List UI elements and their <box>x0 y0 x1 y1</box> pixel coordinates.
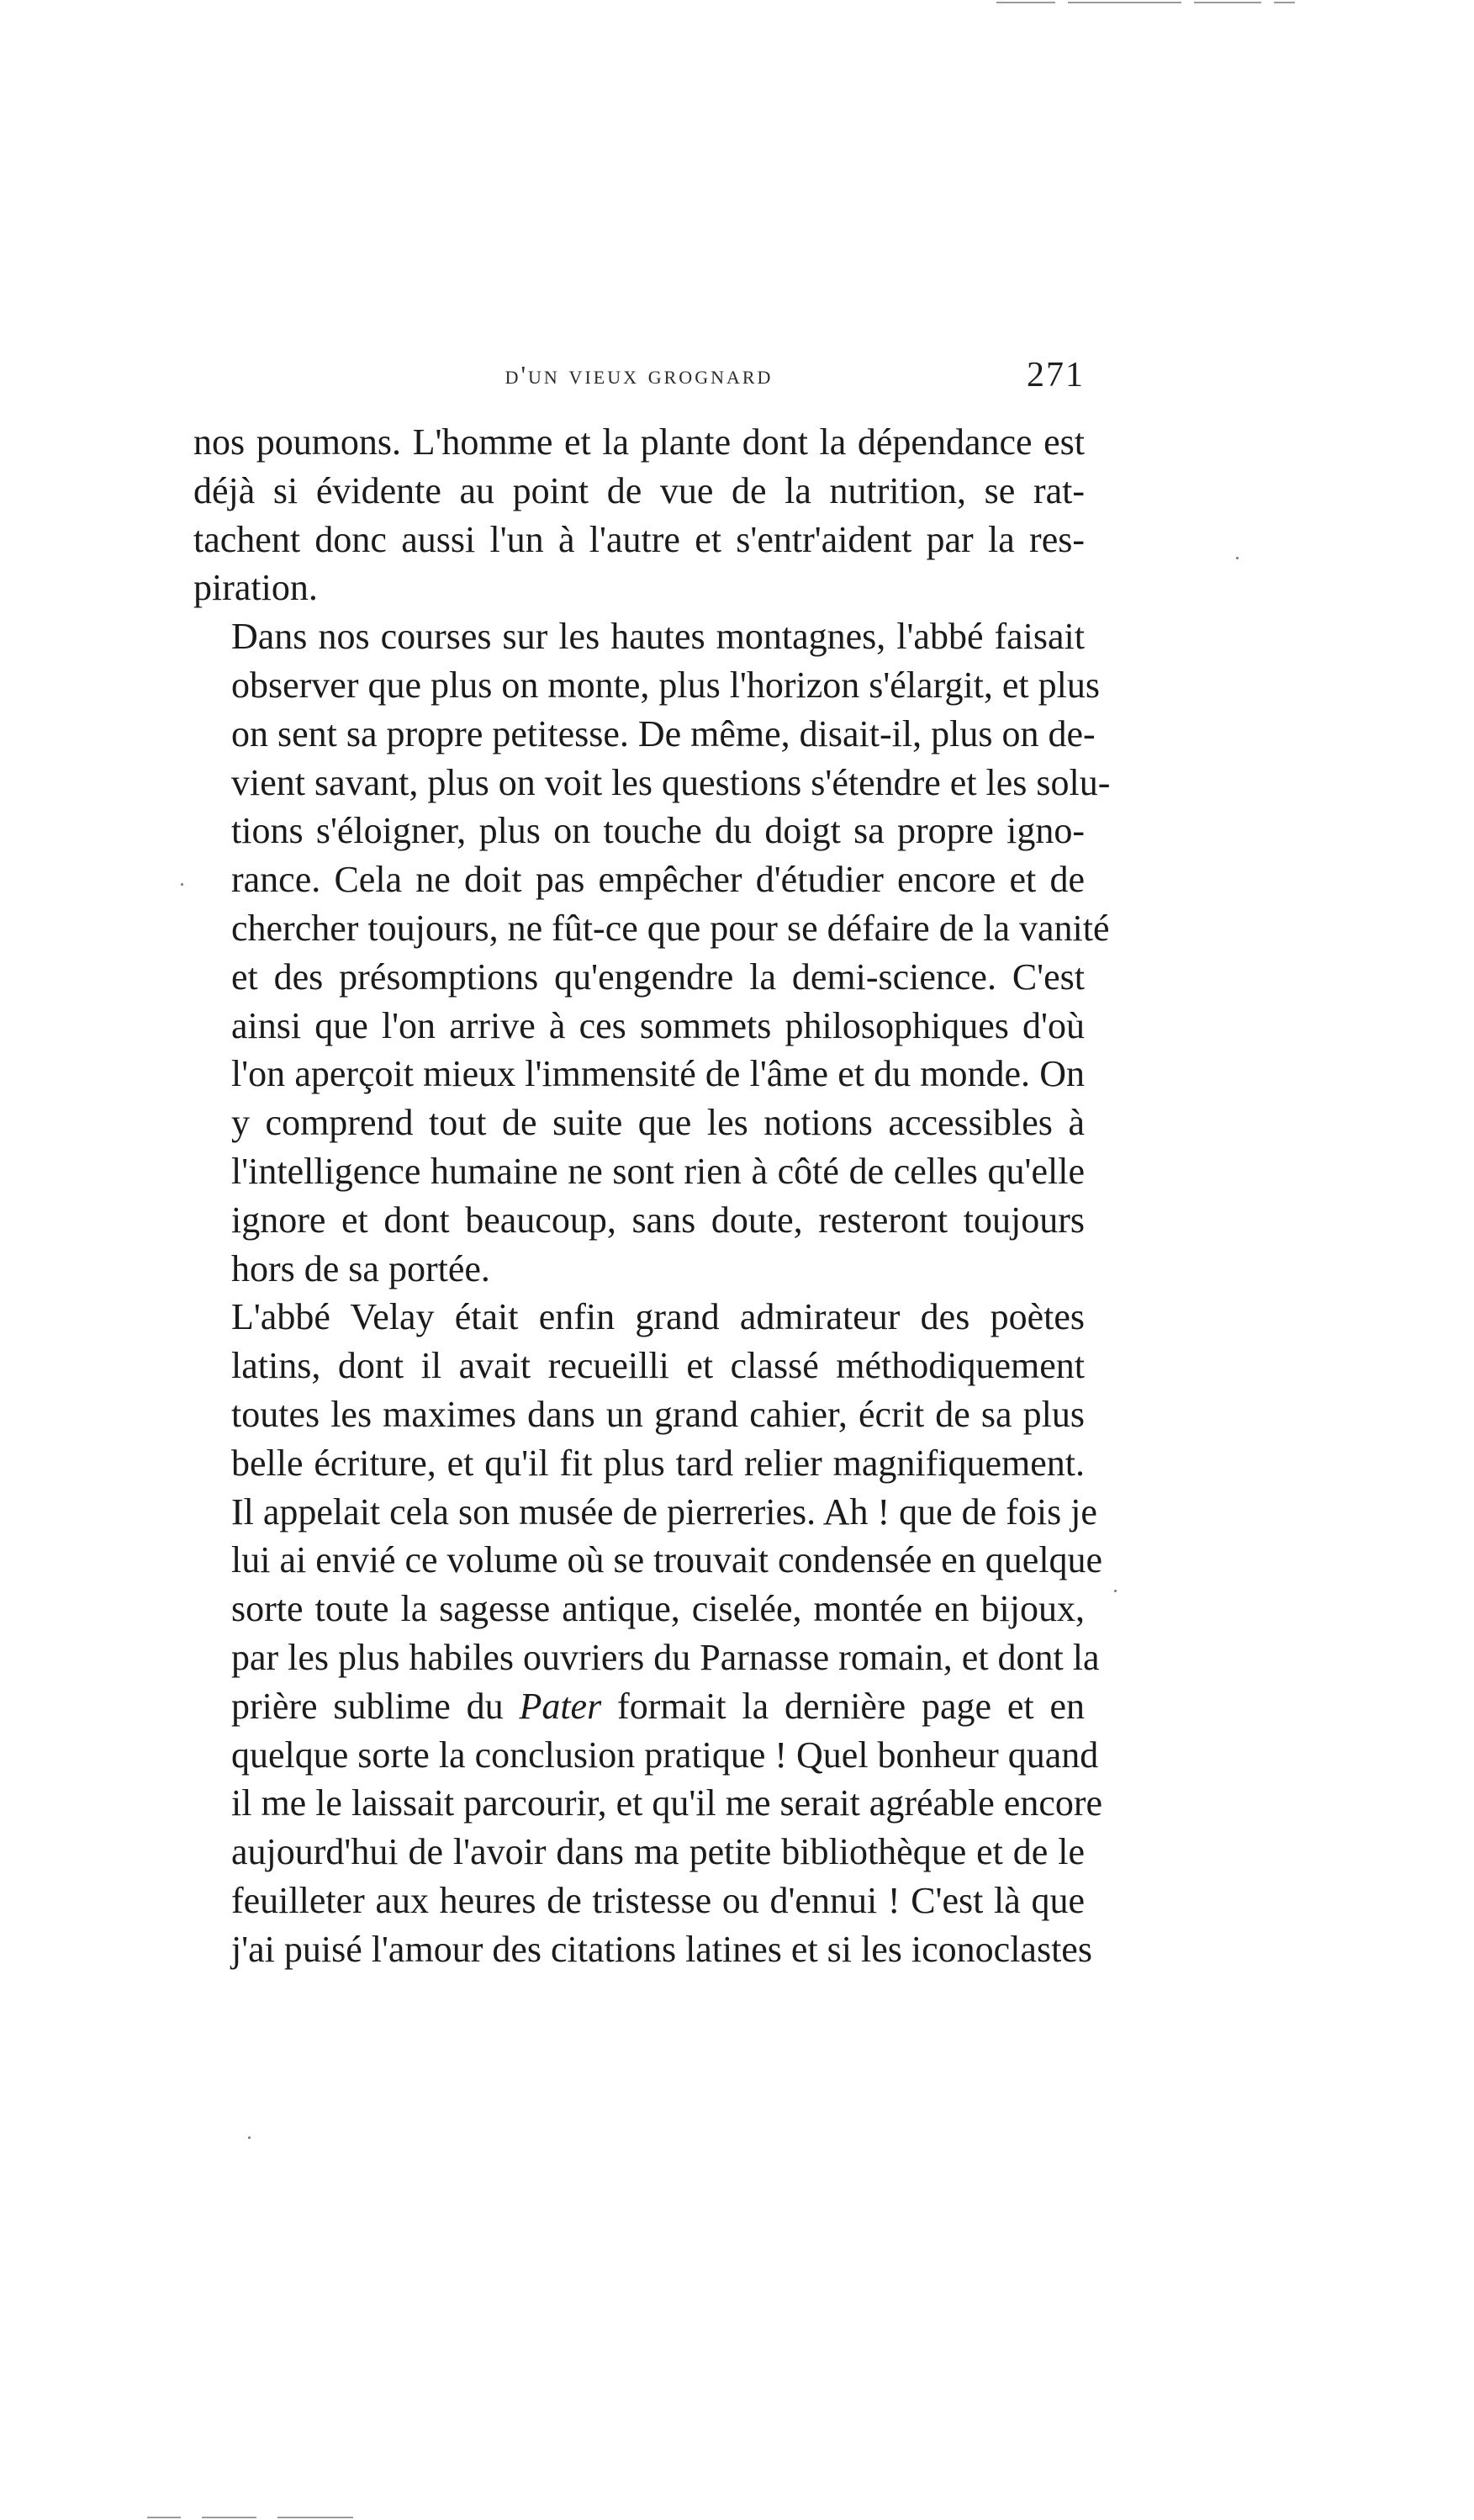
text-line: et des présomptions qu'engendre la demi-science. C'est <box>231 956 1085 998</box>
text-line: chercher toujours, ne fût-ce que pour se défaire de la vanité <box>231 907 1110 949</box>
text-line: ainsi que l'on arrive à ces sommets philosophiques d'où <box>231 1004 1085 1046</box>
scan-edge-mark-top <box>1194 2 1261 3</box>
paper-speck <box>1236 557 1239 559</box>
scan-edge-mark-bottom <box>147 2517 181 2518</box>
text-line: nos poumons. L'homme et la plante dont la dépendance est <box>193 421 1085 463</box>
text-line: ignore et dont beaucoup, sans doute, resteront toujours <box>231 1199 1085 1241</box>
paragraph <box>193 1293 1103 1973</box>
scan-edge-mark-top <box>1068 2 1181 3</box>
text-line: tachent donc aussi l'un à l'autre et s'entr'aident par la res- <box>193 518 1085 560</box>
text-line: l'on aperçoit mieux l'immensité de l'âme et du monde. On <box>231 1053 1085 1095</box>
paper-speck <box>181 883 183 886</box>
text-line: l'intelligence humaine ne sont rien à côté de celles qu'elle <box>231 1150 1085 1192</box>
running-head <box>193 356 1085 402</box>
scan-edge-mark-bottom <box>277 2517 353 2518</box>
paragraph <box>193 612 1111 1293</box>
text-line: y comprend tout de suite que les notions accessibles à <box>231 1102 1085 1144</box>
text-line: j'ai puisé l'amour des citations latines et si les iconoclastes <box>231 1928 1092 1970</box>
text-line: on sent sa propre petitesse. De même, disait-il, plus on de- <box>231 712 1096 754</box>
text-line: belle écriture, et qu'il fit plus tard relier magnifiquement. <box>231 1442 1085 1484</box>
paper-speck <box>1114 1590 1117 1592</box>
body-text <box>193 418 1111 1974</box>
text-line: piration. <box>193 567 318 609</box>
text-line: latins, dont il avait recueilli et classé méthodiquement <box>231 1345 1085 1387</box>
text-line: rance. Cela ne doit pas empêcher d'étudier encore et de <box>231 859 1085 901</box>
text-line: hors de sa portée. <box>231 1247 490 1289</box>
text-line: il me le laissait parcourir, et qu'il me serait agréable encore <box>231 1782 1103 1824</box>
text-line: tions s'éloigner, plus on touche du doigt sa propre igno- <box>231 810 1085 852</box>
text-line: sorte toute la sagesse antique, ciselée, montée en bijoux, <box>231 1588 1085 1630</box>
page-number: 271 <box>1027 356 1085 394</box>
text-line: feuilleter aux heures de tristesse ou d'ennui ! C'est là que <box>231 1879 1085 1921</box>
text-line: aujourd'hui de l'avoir dans ma petite bibliothèque et de le <box>231 1831 1085 1873</box>
scan-edge-mark-top <box>996 2 1055 3</box>
text-line: vient savant, plus on voit les questions s'étendre et les solu- <box>231 761 1111 803</box>
text-line: L'abbé Velay était enfin grand admirateur des poètes <box>231 1296 1085 1338</box>
running-title: d'un vieux grognard <box>505 360 774 389</box>
text-line: Il appelait cela son musée de pierreries. Ah ! que de fois je <box>231 1490 1097 1533</box>
scan-edge-mark-top <box>1274 2 1295 3</box>
text-line: quelque sorte la conclusion pratique ! Quel bonheur quand <box>231 1734 1099 1776</box>
text-line: lui ai envié ce volume où se trouvait condensée en quelque <box>231 1539 1103 1581</box>
paper-speck <box>248 2136 251 2139</box>
text-line: toutes les maximes dans un grand cahier, écrit de sa plus <box>231 1393 1085 1435</box>
text-line: Dans nos courses sur les hautes montagnes, l'abbé faisait <box>231 616 1085 658</box>
text-line: observer que plus on monte, plus l'horizon s'élargit, et plus <box>231 664 1100 706</box>
text-line: déjà si évidente au point de vue de la nutrition, se rat- <box>193 469 1085 511</box>
italic-word: Pater <box>519 1685 602 1727</box>
text-line: par les plus habiles ouvriers du Parnasse romain, et dont la <box>231 1636 1100 1678</box>
scan-edge-mark-bottom <box>202 2517 256 2518</box>
paragraph <box>193 418 1085 612</box>
text-line: prière sublime du Pater formait la dernière page et en <box>231 1685 1085 1727</box>
